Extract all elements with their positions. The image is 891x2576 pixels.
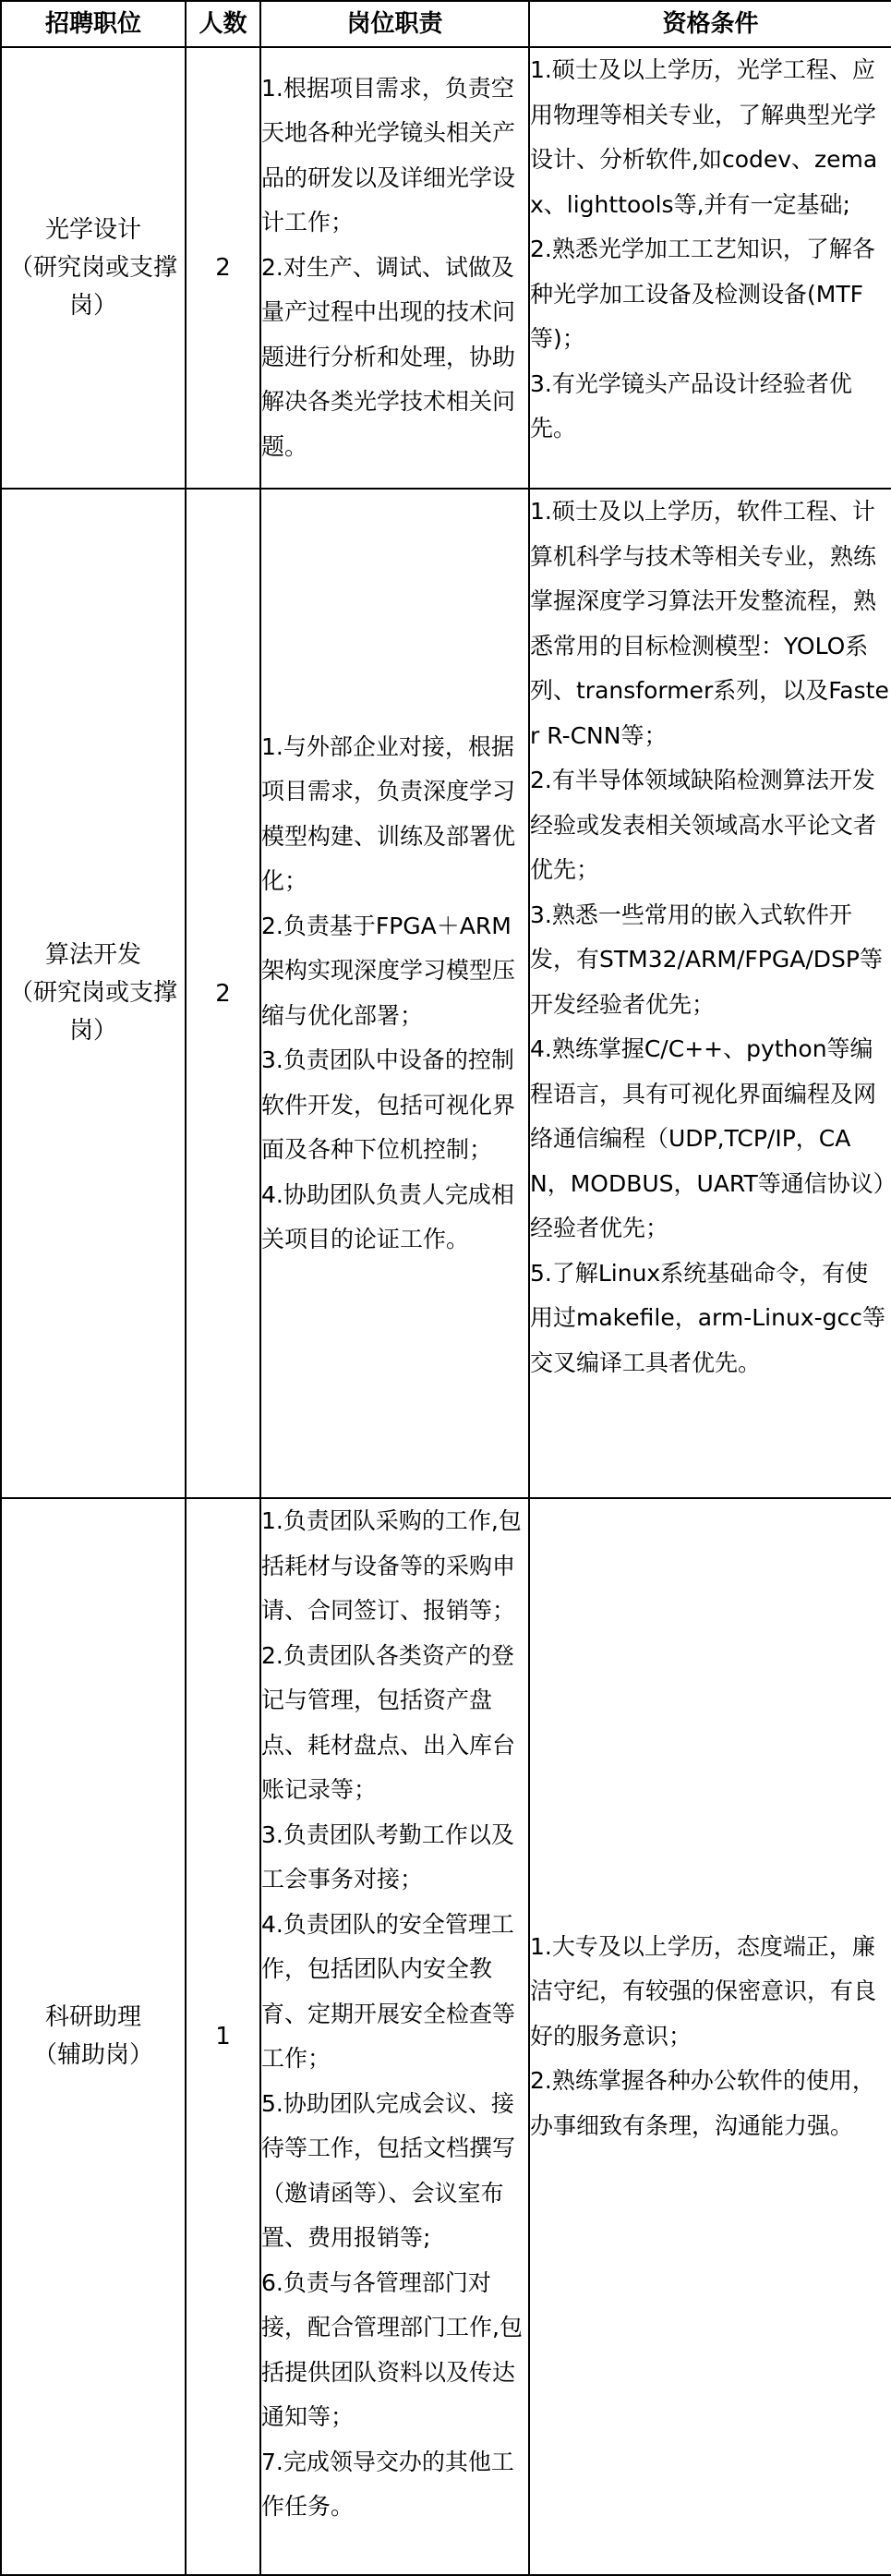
table-row <box>1 47 891 489</box>
requirements-cell <box>529 489 891 1498</box>
duty-item: 1.与外部企业对接，根据项目需求，负责深度学习模型构建、训练及部署优化； <box>261 732 516 894</box>
position-title: 光学设计 <box>44 215 141 244</box>
duty-item: 4.协助团队负责人完成相关项目的论证工作。 <box>261 1180 514 1252</box>
header-row <box>1 1 891 47</box>
requirements-cell <box>529 47 891 489</box>
position-cell <box>1 1498 186 2575</box>
duty-item: 5.协助团队完成会议、接待等工作，包括文档撰写（邀请函等）、会议室布置、费用报销等; <box>261 2089 516 2251</box>
position-cell <box>1 47 186 489</box>
duty-item: 4.负责团队的安全管理工作，包括团队内安全教育、定期开展安全检查等工作； <box>261 1910 516 2072</box>
duty-item: 2.对生产、调试、试做及量产过程中出现的技术问题进行分析和处理，协助解决各类光学技术相关问题。 <box>261 253 516 460</box>
requirement-item: 2.熟练掌握各种办公软件的使用，办事细致有条理，沟通能力强。 <box>530 2067 875 2139</box>
duty-item: 7.完成领导交办的其他工作任务。 <box>261 2448 514 2520</box>
requirement-item: 2.熟悉光学加工工艺知识，了解各种光学加工设备及检测设备(MTF等)； <box>530 236 875 352</box>
requirement-item: 3.有光学镜头产品设计经验者优先。 <box>530 369 852 441</box>
headcount-cell: 2 <box>186 489 260 1498</box>
requirement-item: 4.熟练掌握C/C++、python等编程语言，具有可视化界面编程及网络通信编程（UDP,TCP/IP，CAN，MODBUS，UART等通信协议）经验者优先； <box>530 1035 885 1241</box>
duty-item: 3.负责团队中设备的控制软件开发，包括可视化界面及各种下位机控制； <box>261 1046 516 1163</box>
position-title: 算法开发 <box>44 941 141 969</box>
duty-item: 1.根据项目需求，负责空天地各种光学镜头相关产品的研发以及详细光学设计工作； <box>261 74 516 236</box>
duty-item: 2.负责基于FPGA＋ARM架构实现深度学习模型压缩与优化部署； <box>261 912 516 1029</box>
requirement-item: 1.大专及以上学历，态度端正，廉洁守纪，有较强的保密意识，有良好的服务意识； <box>530 1932 877 2050</box>
header-position: 招聘职位 <box>1 1 186 47</box>
duty-item: 1.负责团队采购的工作,包括耗材与设备等的采购申请、合同签订、报销等； <box>261 1507 522 1624</box>
position-subtitle: （研究岗或支撑岗） <box>9 979 178 1045</box>
requirement-item: 3.熟悉一些常用的嵌入式软件开发，有STM32/ARM/FPGA/DSP等开发经验者优先； <box>530 901 883 1018</box>
duties-cell <box>260 489 529 1498</box>
headcount-cell: 2 <box>186 47 260 489</box>
requirements-cell <box>529 1498 891 2575</box>
duty-item: 6.负责与各管理部门对接，配合管理部门工作,包括提供团队资料以及传达通知等； <box>261 2268 523 2430</box>
requirement-item: 2.有半导体领域缺陷检测算法开发经验或发表相关领域高水平论文者优先； <box>530 767 877 883</box>
position-subtitle: （辅助岗） <box>32 2041 153 2069</box>
header-duties: 岗位职责 <box>260 1 529 47</box>
headcount-cell: 1 <box>186 1498 260 2575</box>
table-row <box>1 1498 891 2575</box>
duties-cell <box>260 1498 529 2575</box>
duty-item: 3.负责团队考勤工作以及工会事务对接； <box>261 1820 514 1893</box>
requirement-item: 5.了解Linux系统基础命令，有使用过makefile，arm-Linux-gcc等交叉编译工具者优先。 <box>530 1259 885 1376</box>
requirement-item: 1.硕士及以上学历，软件工程、计算机科学与技术等相关专业，熟练掌握深度学习算法开发整流程，熟悉常用的目标检测模型：YOLO系列、transformer系列，以及Faster R-CNN等； <box>530 498 889 749</box>
position-subtitle: （研究岗或支撑岗） <box>9 253 178 320</box>
header-count: 人数 <box>186 1 260 47</box>
position-title: 科研助理 <box>44 2003 141 2031</box>
duty-item: 2.负责团队各类资产的登记与管理，包括资产盘点、耗材盘点、出入库台账记录等； <box>261 1641 516 1803</box>
position-cell <box>1 489 186 1498</box>
header-requirements: 资格条件 <box>529 1 891 47</box>
requirement-item: 1.硕士及以上学历，光学工程、应用物理等相关专业，了解典型光学设计、分析软件,如codev、zemax、lighttools等,并有一定基础; <box>530 56 878 218</box>
duties-cell <box>260 47 529 489</box>
table-row <box>1 489 891 1498</box>
